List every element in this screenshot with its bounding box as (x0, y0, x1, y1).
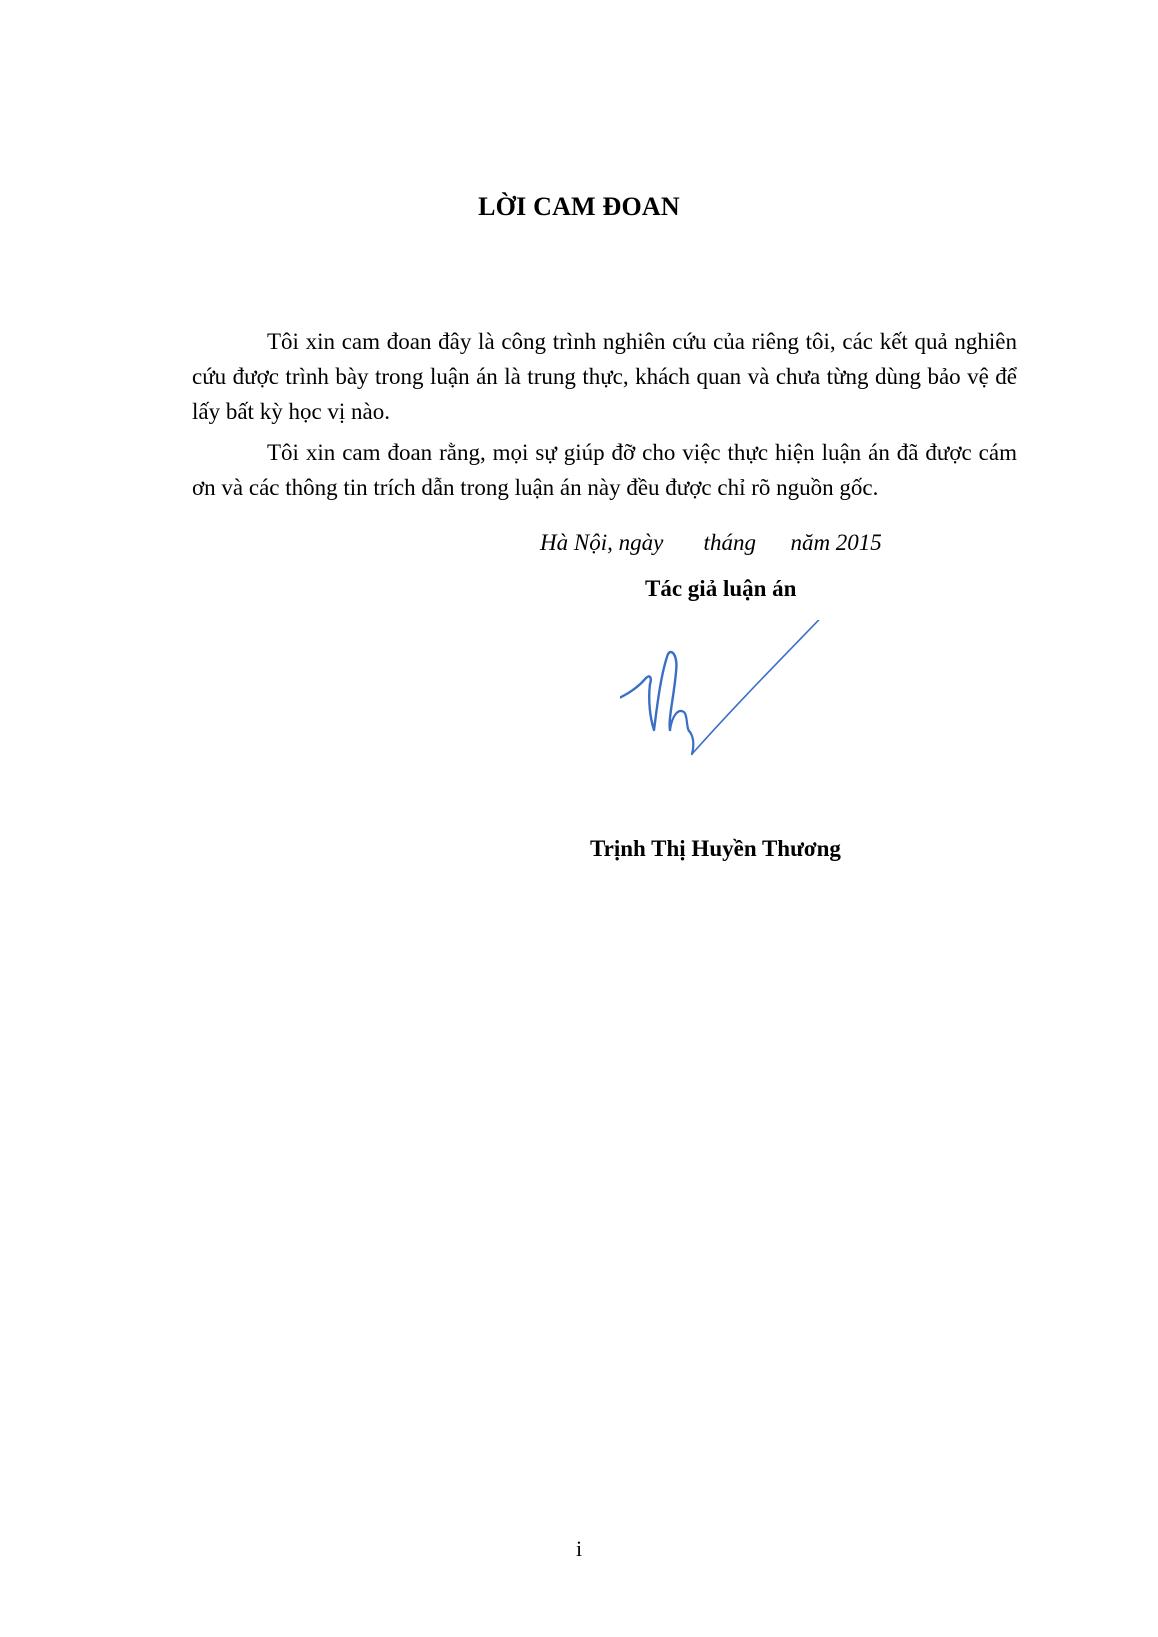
page-title: LỜI CAM ĐOAN (478, 192, 680, 221)
paragraph-2: Tôi xin cam đoan rằng, mọi sự giúp đỡ cho việc thực hiện luận án đã được cám ơn và các thông tin trích dẫn trong luận án này đều được chỉ rõ nguồn gốc. (192, 440, 1017, 500)
date-line: Hà Nội, ngày tháng năm 2015 (540, 530, 882, 555)
declaration-body (192, 324, 1017, 505)
page-number: i (575, 1536, 583, 1561)
signature (620, 620, 890, 800)
author-name: Trịnh Thị Huyền Thương (590, 836, 841, 861)
author-role: Tác giả luận án (645, 576, 797, 601)
paragraph-1: Tôi xin cam đoan đây là công trình nghiên cứu của riêng tôi, các kết quả nghiên cứu được trình bày trong luận án là trung thực, khách quan và chưa từng dùng bảo vệ để lấy bất kỳ học vị nào. (192, 329, 1017, 424)
